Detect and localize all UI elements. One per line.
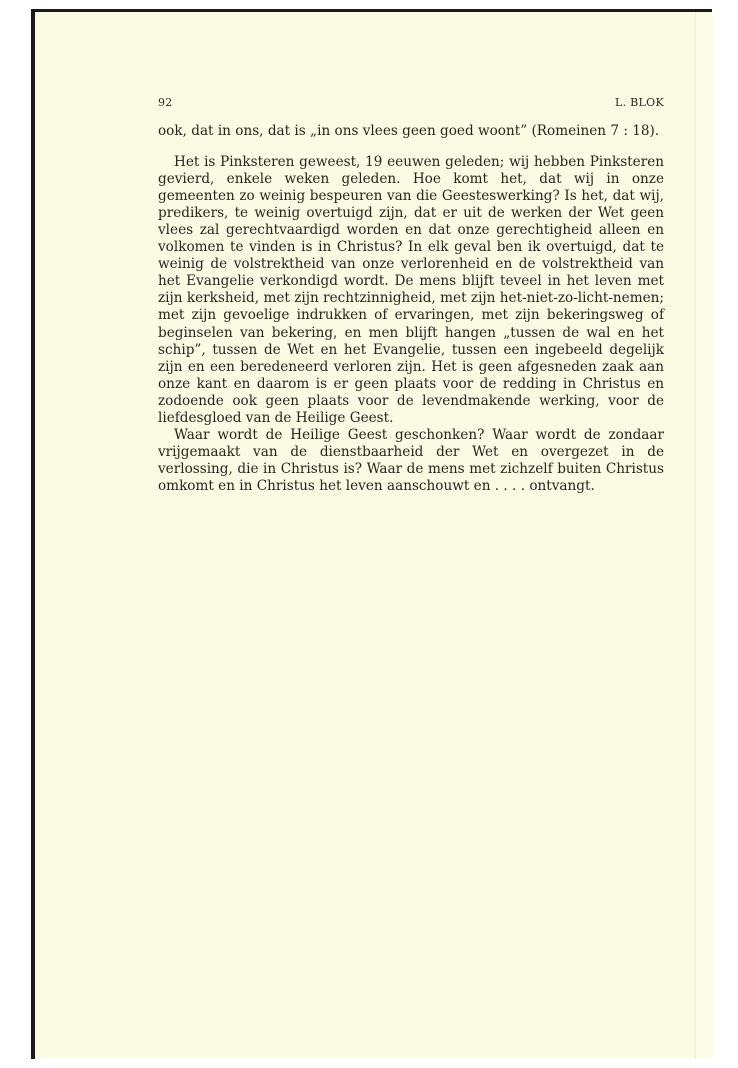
- body-text: [158, 123, 664, 495]
- running-head: [158, 96, 664, 109]
- page-edge: [695, 12, 713, 1058]
- running-head-author: L. BLOK: [614, 96, 664, 109]
- page-number: 92: [158, 96, 173, 109]
- paragraph-heilige-geest: Waar wordt de Heilige Geest geschonken? Waar wordt de zondaar vrijgemaakt van de dienstbaarheid der Wet en overgezet in de verlossing, die in Christus is? Waar de mens met zichzelf buiten Christus omkomt en in Christus het leven aanschouwt en . . . . ontvangt.: [158, 426, 664, 494]
- paragraph-continuation: ook, dat in ons, dat is „in ons vlees geen goed woont” (Romeinen 7 : 18).: [158, 123, 660, 139]
- paragraph-pinksteren: Het is Pinksteren geweest, 19 eeuwen geleden; wij hebben Pinksteren gevierd, enkele weken geleden. Hoe komt het, dat wij in onze gemeenten zo weinig bespeuren van die Geesteswerking? Is het, dat wij, predikers, te weinig overtuigd zijn, dat er uit de werken der Wet geen vlees zal gerechtvaardigd worden en dat onze gerechtigheid alleen en volkomen te vinden is in Christus? In elk geval ben ik overtuigd, dat te weinig de volstrektheid van onze verlorenheid en de volstrektheid van het Evangelie verkondigd wordt. De mens blijft teveel in het leven met zijn kerksheid, met zijn rechtzinnigheid, met zijn het-niet-zo-licht-nemen; met zijn gevoelige indrukken of ervaringen, met zijn bekeringsweg of beginselen van bekering, en men blijft hangen „tussen de wal en het schip”, tussen de Wet en het Evangelie, tussen een ingebeeld degelijk zijn en een beredeneerd verloren zijn. Het is geen afgesneden zaak aan onze kant en daarom is er geen plaats voor de redding in Christus en zodoende ook geen plaats voor de levendmakende werking, voor de liefdesgloed van de Heilige Geest.: [158, 154, 664, 426]
